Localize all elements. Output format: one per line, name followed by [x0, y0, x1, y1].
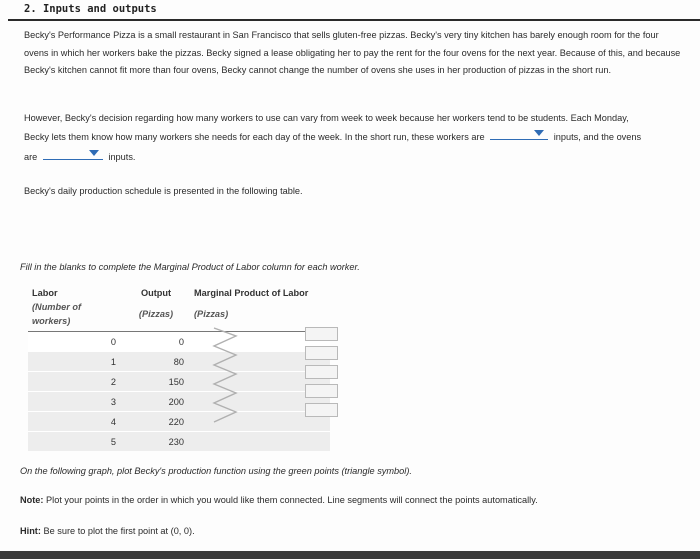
table-row — [28, 412, 330, 432]
mpl-input-3[interactable] — [305, 365, 338, 379]
mpl-input-4[interactable] — [305, 384, 338, 398]
labor-cell: 1 — [28, 352, 122, 372]
workers-input-type-dropdown[interactable] — [490, 127, 548, 140]
hint — [20, 526, 195, 536]
output-cell: 200 — [122, 392, 190, 412]
labor-cell: 2 — [28, 372, 122, 392]
ovens-text-after: inputs. — [108, 152, 136, 162]
labor-cell: 5 — [28, 432, 122, 452]
mpl-subheader: (Pizzas) — [190, 300, 330, 332]
row-connector-zigzag — [212, 326, 242, 428]
bottom-bar — [0, 551, 700, 559]
ovens-text-before: are — [24, 152, 38, 162]
table-row — [28, 352, 330, 372]
labor-header: Labor — [32, 288, 58, 298]
table-row — [28, 332, 330, 352]
labor-cell: 4 — [28, 412, 122, 432]
note-label: Note: — [20, 495, 44, 505]
note-text: Plot your points in the order in which you would like them connected. Line segments will connect the points automatically. — [43, 495, 538, 505]
output-cell: 230 — [122, 432, 190, 452]
mpl-input-2[interactable] — [305, 346, 338, 360]
ovens-input-type-dropdown[interactable] — [43, 147, 103, 160]
production-table — [28, 286, 330, 451]
table-row — [28, 372, 330, 392]
hint-text: Be sure to plot the first point at (0, 0). — [40, 526, 195, 536]
scenario-paragraph: Becky's Performance Pizza is a small restaurant in San Francisco that sells gluten-free pizzas. Becky's very tiny kitchen has barely enough room for the four ovens in which her workers bake the pizzas. Becky signed a lease obligating her to pay the rent for the four ovens for the next year. Because of this, and because Becky's kitchen cannot fit more than four ovens, Becky cannot change the number of ovens she uses in her production of pizzas in the short run. — [24, 30, 681, 75]
table-row — [28, 392, 330, 412]
note — [20, 495, 538, 505]
workers-paragraph-line1: However, Becky's decision regarding how many workers to use can vary from week to week because her workers tend to be students. Each Monday, — [24, 113, 629, 123]
section-title: 2. Inputs and outputs — [24, 3, 157, 15]
chevron-down-icon — [534, 130, 544, 136]
labor-subheader: (Number of workers) — [28, 300, 122, 332]
output-cell: 220 — [122, 412, 190, 432]
hint-label: Hint: — [20, 526, 41, 536]
output-subheader: (Pizzas) — [122, 300, 190, 332]
graph-instruction: On the following graph, plot Becky's production function using the green points (triangle symbol). — [20, 466, 412, 476]
workers-paragraph-line3 — [24, 147, 135, 167]
output-cell: 80 — [122, 352, 190, 372]
output-cell: 150 — [122, 372, 190, 392]
schedule-intro: Becky's daily production schedule is presented in the following table. — [24, 186, 303, 196]
table-instruction: Fill in the blanks to complete the Marginal Product of Labor column for each worker. — [20, 262, 360, 272]
table-row — [28, 432, 330, 452]
workers-paragraph-line2 — [24, 127, 689, 147]
workers-text-after: inputs, and the ovens — [553, 132, 642, 142]
mpl-input-1[interactable] — [305, 327, 338, 341]
mpl-header: Marginal Product of Labor — [194, 288, 309, 298]
mpl-input-5[interactable] — [305, 403, 338, 417]
workers-text-before: Becky lets them know how many workers she needs for each day of the week. In the short run, these workers are — [24, 132, 485, 142]
chevron-down-icon — [89, 150, 99, 156]
output-cell: 0 — [122, 332, 190, 352]
labor-cell: 0 — [28, 332, 122, 352]
labor-cell: 3 — [28, 392, 122, 412]
title-divider — [8, 19, 700, 21]
output-header: Output — [140, 288, 172, 298]
